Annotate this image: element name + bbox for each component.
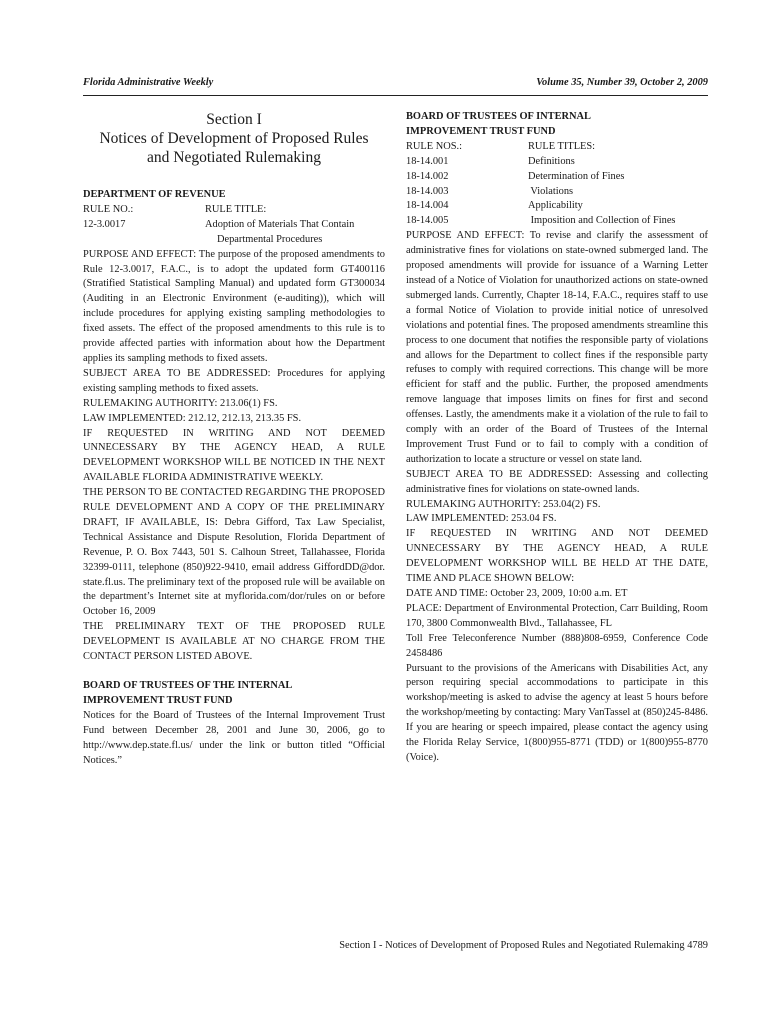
workshop-paragraph: IF REQUESTED IN WRITING AND NOT DEEMED UNNECESSARY BY THE AGENCY HEAD, A RULE DEVELOPMENT WORKSHOP WILL BE NOTICED IN THE NEXT AVAILABLE FLORIDA ADMINISTRATIVE WEEKLY. [83, 427, 385, 484]
rule-title-1: Definitions [528, 155, 575, 167]
trustees-heading-line1: BOARD OF TRUSTEES OF THE INTERNAL [83, 680, 293, 691]
rule-no-1: 18-14.001 [406, 155, 449, 167]
page-footer: Section I - Notices of Development of Proposed Rules and Negotiated Rulemaking 4789 [339, 940, 708, 951]
rule-title-4: Applicability [528, 200, 583, 212]
contact-paragraph: THE PERSON TO BE CONTACTED REGARDING THE PROPOSED RULE DEVELOPMENT AND A COPY OF THE PRELIMINARY DRAFT, IF AVAILABLE, IS: Debra Gifford, Tax Law Specialist, Technical Assistance and Dispute Resolution, Florida Department of Revenue, P. O. Box 7443, 501 S. Calhoun Street, Tallahassee, Florida 32399-0111, telephone (850)922-9410, email address GiffordDD@dor. state.fl.us. The preliminary text of the proposed rule will be available on the department’s Internet site at myflorida.com/dor/rules on or before October 16, 2009 [83, 487, 385, 618]
rules-table [406, 140, 708, 229]
left-column [83, 110, 385, 768]
trustees-notice: Notices for the Board of Trustees of the Internal Improvement Trust Fund between December 28, 2001 and June 30, 2006, go to http://www.dep.state.fl.us/ under the link or button titled “Official Notices.” [83, 709, 385, 766]
section-title-line2: Notices of Development of Proposed Rules [99, 130, 369, 147]
department-heading: DEPARTMENT OF REVENUE [83, 189, 226, 200]
rule-title-cont: Departmental Procedures [217, 233, 323, 245]
rule-table [83, 203, 385, 248]
rule-no-5: 18-14.005 [406, 215, 449, 227]
datetime-paragraph: DATE AND TIME: October 23, 2009, 10:00 a.m. ET [406, 588, 628, 599]
header-divider [83, 95, 708, 96]
rule-title-label: RULE TITLE: [205, 203, 267, 215]
rule-title-2: Determination of Fines [528, 170, 625, 182]
trustees-right-heading-line1: BOARD OF TRUSTEES OF INTERNAL [406, 111, 591, 122]
section-title [83, 110, 385, 167]
authority-paragraph: RULEMAKING AUTHORITY: 213.06(1) FS. [83, 397, 278, 409]
purpose-paragraph: PURPOSE AND EFFECT: The purpose of the proposed amendments to Rule 12-3.0017, F.A.C., is to adopt the updated form GT400116 (Stratified Statistical Sampling Manual) and updated form GT300034 (Auditing in an Electronic Environment (e-auditing)), which will include procedures for applying existing sampling methodologies to fixed assets. The effect of the proposed amendments to this rule is to provide affected parties with information about how the Department applies its sampling methods to fixed assets. [83, 248, 385, 364]
rule-no-4: 18-14.004 [406, 200, 449, 212]
trustees-right-heading-line2: IMPROVEMENT TRUST FUND [406, 125, 556, 137]
purpose-paragraph-right: PURPOSE AND EFFECT: To revise and clarify the assessment of administrative fines for violations on state-owned submerged land. The proposed amendments will provide for issuance of a Warning Letter instead of a Notice of Violation for unauthorized actions on state-owned submerged lands. Currently, Chapter 18-14, F.A.C., requires staff to use a formal Notice of Violation to provide initial notice of unresolved violations and potential fines. The proposed amendments streamline this process to one document that notifies the responsible party of violations and allows for the Department to collect fines if the responsible party refuses to comply with required corrections. This change will be more efficient for staff and the public. Further, the proposed amendments remove language that imposes limits on fines for first and second offenses. Lastly, the amendments make it a violation of the rule to fail to comply with an order of the Board of Trustees of the Internal Improvement Trust Fund or to fail to comply with a condition of authorization to locate a structure or vessel on state land. [406, 230, 708, 465]
subject-paragraph: SUBJECT AREA TO BE ADDRESSED: Procedures for applying existing sampling methods to fixed assets. [83, 367, 385, 394]
teleconference-paragraph: Toll Free Teleconference Number (888)808-6959, Conference Code 2458486 [406, 632, 708, 659]
law-paragraph: LAW IMPLEMENTED: 212.12, 212.13, 213.35 FS. [83, 412, 302, 424]
trustees-right-heading [406, 110, 708, 140]
law-paragraph-right: LAW IMPLEMENTED: 253.04 FS. [406, 513, 557, 525]
rule-no-label: RULE NO.: [83, 203, 134, 215]
trustees-heading-line2: IMPROVEMENT TRUST FUND [83, 694, 233, 706]
rule-nos-label: RULE NOS.: [406, 140, 462, 152]
rule-no: 12-3.0017 [83, 218, 126, 230]
rule-title: Adoption of Materials That Contain [205, 218, 355, 230]
rule-no-3: 18-14.003 [406, 185, 449, 197]
ada-paragraph: Pursuant to the provisions of the Americans with Disabilities Act, any person requiring special accommodations to participate in this workshop/meeting is asked to advise the agency at least 5 hours before the workshop/meeting by contacting: Mary VanTassel at (850)245-8486. If you are hearing or speech impaired, please contact the agency using the Florida Relay Service, 1(800)955-8771 (TDD) or 1(800)955-8770 (Voice). [406, 662, 708, 763]
rule-titles-label: RULE TITLES: [528, 140, 596, 152]
subject-paragraph-right: SUBJECT AREA TO BE ADDRESSED: Assessing and collecting administrative fines for violations on state-owned lands. [406, 468, 708, 495]
rule-no-2: 18-14.002 [406, 170, 449, 182]
workshop-paragraph-right: IF REQUESTED IN WRITING AND NOT DEEMED UNNECESSARY BY THE AGENCY HEAD, A RULE DEVELOPMENT WORKSHOP WILL BE HELD AT THE DATE, TIME AND PLACE SHOWN BELOW: [406, 528, 708, 585]
section-title-line1: Section I [206, 111, 262, 128]
right-column [406, 110, 708, 766]
trustees-heading [83, 679, 385, 709]
preliminary-paragraph: THE PRELIMINARY TEXT OF THE PROPOSED RULE DEVELOPMENT IS AVAILABLE AT NO CHARGE FROM THE CONTACT PERSON LISTED ABOVE. [83, 621, 385, 663]
running-header [83, 77, 708, 93]
rule-title-3: Violations [528, 185, 574, 197]
authority-paragraph-right: RULEMAKING AUTHORITY: 253.04(2) FS. [406, 498, 601, 510]
place-paragraph: PLACE: Department of Environmental Protection, Carr Building, Room 170, 3800 Commonwealth Blvd., Tallahassee, FL [406, 602, 708, 629]
publication-name: Florida Administrative Weekly [83, 77, 214, 88]
issue-info: Volume 35, Number 39, October 2, 2009 [536, 77, 708, 88]
section-title-line3: and Negotiated Rulemaking [147, 149, 321, 166]
rule-title-5: Imposition and Collection of Fines [528, 215, 676, 227]
